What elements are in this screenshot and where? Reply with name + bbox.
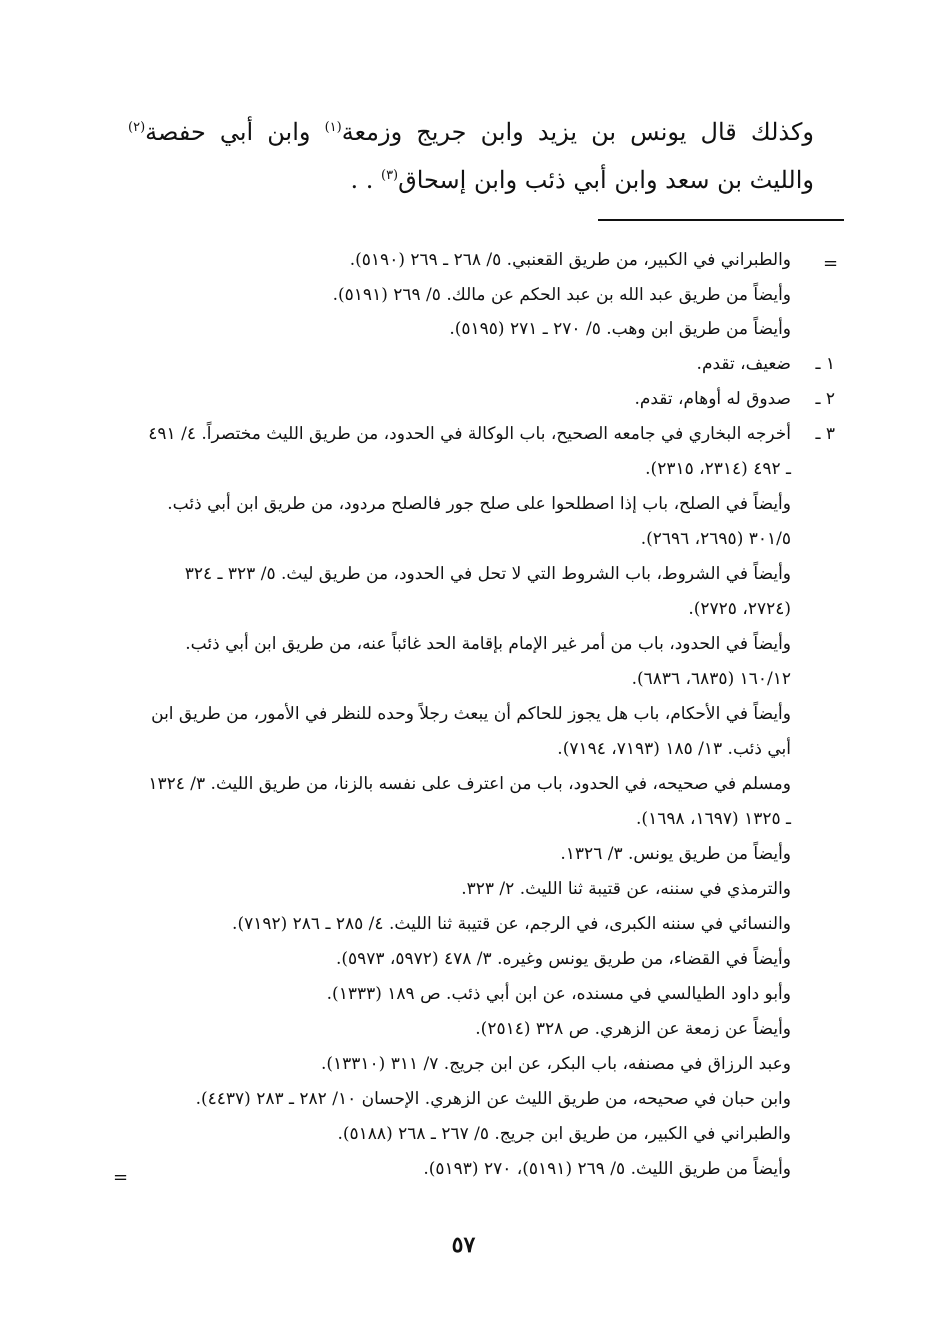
footnote-separator — [598, 219, 844, 221]
footnote-line: وأيضاً في القضاء، من طريق يونس وغيره. ٣/ ٤٧٨ (٥٩٧٢، ٥٩٧٣). — [335, 949, 791, 969]
page-number: ٥٧ — [451, 1232, 476, 1258]
footnote-ref-3: (٣) — [380, 168, 399, 183]
footnote-line: وابن حبان في صحيحه، من طريق الليث عن الزهري. الإحسان ١٠/ ٢٨٢ ـ ٢٨٣ (٤٤٣٧). — [195, 1089, 791, 1109]
footnote-line: ـ ٤٩٢ (٢٣١٤، ٢٣١٥). — [645, 459, 791, 479]
footnote-ref-2: (٢) — [128, 120, 146, 135]
continuation-mark-bottom: = — [113, 1167, 129, 1188]
footnote-line: والطبراني في الكبير، من طريق ابن جريج. ٥/ ٢٦٧ ـ ٢٦٨ (٥١٨٨). — [337, 1124, 791, 1144]
footnote-line: وأيضاً في الشروط، باب الشروط التي لا تحل في الحدود، من طريق ليث. ٥/ ٣٢٣ ـ ٣٢٤ — [184, 564, 791, 584]
footnote-line: وأيضاً عن زمعة عن الزهري. ص ٣٢٨ (٢٥١٤). — [475, 1019, 791, 1039]
footnote-line: ومسلم في صحيحه، في الحدود، باب من اعترف على نفسه بالزنا، من طريق الليث. ٣/ ١٣٢٤ — [148, 774, 791, 794]
footnote-line: ـ ١٣٢٥ (١٦٩٧، ١٦٩٨). — [636, 809, 791, 829]
footnote-1-text: ضعيف، تقدم. — [696, 354, 791, 374]
footnote-number-3: ٣ ـ — [815, 424, 835, 444]
footnote-line: ١٦٠/١٢ (٦٨٣٥، ٦٨٣٦). — [631, 669, 791, 689]
footnote-line: وأيضاً من طريق عبد الله بن عبد الحكم عن مالك. ٥/ ٢٦٩ (٥١٩١). — [332, 285, 791, 305]
footnote-line: والطبراني في الكبير، من طريق القعنبي. ٥/ ٢٦٨ ـ ٢٦٩ (٥١٩٠). — [349, 250, 791, 270]
footnote-line: وأيضاً من طريق ابن وهب. ٥/ ٢٧٠ ـ ٢٧١ (٥١٩٥). — [449, 319, 791, 339]
footnote-2-text: صدوق له أوهام، تقدم. — [634, 389, 791, 409]
footnote-line: والترمذي في سننه، عن قتيبة ثنا الليث. ٢/ ٣٢٣. — [461, 879, 791, 899]
footnote-line: (٢٧٢٤، ٢٧٢٥). — [688, 599, 791, 619]
continuation-mark-top: = — [823, 253, 839, 274]
footnote-line: أبي ذئب. ١٣/ ١٨٥ (٧١٩٣، ٧١٩٤). — [557, 739, 791, 759]
footnote-line: ٣٠١/٥ (٢٦٩٥، ٢٦٩٦). — [640, 529, 791, 549]
footnote-ref-1: (١) — [324, 120, 342, 135]
footnote-line: وأيضاً من طريق الليث. ٥/ ٢٦٩ (٥١٩١)، ٢٧٠ (٥١٩٣). — [423, 1159, 791, 1179]
footnote-number-2: ٢ ـ — [815, 389, 835, 409]
main-text-part-3: والليث بن سعد وابن أبي ذئب وابن إسحاق — [398, 166, 814, 194]
footnote-line: وأيضاً من طريق يونس. ٣/ ١٣٢٦. — [560, 844, 791, 864]
main-text-part-4: . . — [350, 166, 381, 194]
footnote-line: وأيضاً في الأحكام، باب هل يجوز للحاكم أن يبعث رجلاً وحده للنظر في الأمور، من طريق ابن — [151, 704, 791, 724]
main-paragraph — [128, 108, 814, 204]
footnote-line: وأبو داود الطيالسي في مسنده، عن ابن أبي ذئب. ص ١٨٩ (١٣٣٣). — [326, 984, 791, 1004]
footnote-line: وأيضاً في الصلح، باب إذا اصطلحوا على صلح جور فالصلح مردود، من طريق ابن أبي ذئب. — [167, 494, 791, 514]
main-text-part-1: وكذلك قال يونس بن يزيد وابن جريج وزمعة — [341, 118, 814, 146]
footnote-number-1: ١ ـ — [815, 354, 835, 374]
main-text-part-2: وابن أبي حفصة — [145, 118, 325, 146]
footnote-line: وعبد الرزاق في مصنفه، باب البكر، عن ابن جريج. ٧/ ٣١١ (١٣٣١٠). — [320, 1054, 791, 1074]
footnote-3-text: أخرجه البخاري في جامعه الصحيح، باب الوكالة في الحدود، من طريق الليث مختصراً. ٤/ ٤٩١ — [148, 424, 791, 444]
footnote-line: وأيضاً في الحدود، باب من أمر غير الإمام بإقامة الحد غائباً عنه، من طريق ابن أبي ذئب. — [185, 634, 791, 654]
footnote-line: والنسائي في سننه الكبرى، في الرجم، عن قتيبة ثنا الليث. ٤/ ٢٨٥ ـ ٢٨٦ (٧١٩٢). — [232, 914, 791, 934]
